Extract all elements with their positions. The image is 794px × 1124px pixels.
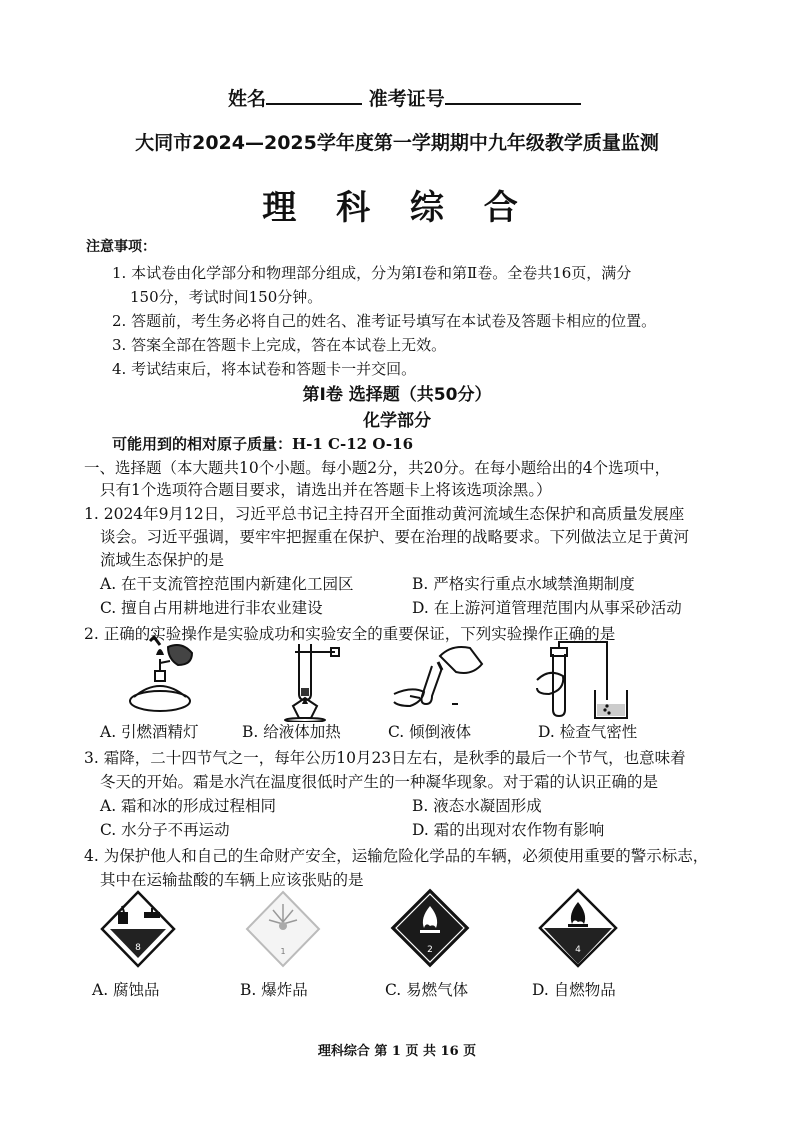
question-stem: 2. 正确的实验操作是实验成功和实验安全的重要保证，下列实验操作正确的是 <box>84 625 616 643</box>
pour-liquid-figure <box>392 636 492 720</box>
option-c: C. 擅自占用耕地进行非农业建设 <box>100 599 323 617</box>
notes-heading: 注意事项： <box>86 239 156 255</box>
option-b: B. 液态水凝固形成 <box>412 797 542 815</box>
option-b: B. 给液体加热 <box>242 723 341 741</box>
corrosive-sign-number: 8 <box>135 943 141 953</box>
note-item: 2. 答题前，考生务必将自己的姓名、准考证号填写在本试卷及答题卡相应的位置。 <box>112 312 657 330</box>
flammable-gas-sign-number: 2 <box>427 945 433 955</box>
option-a: A. 腐蚀品 <box>92 981 160 999</box>
note-item: 3. 答案全部在答题卡上完成，答在本试卷上无效。 <box>112 336 447 354</box>
airtight-check-figure <box>535 640 635 722</box>
option-d: D. 在上游河道管理范围内从事采砂活动 <box>412 599 682 617</box>
option-c: C. 易燃气体 <box>385 981 469 999</box>
question-stem: 4. 为保护他人和自己的生命财产安全，运输危险化学品的车辆，必须使用重要的警示标志， <box>84 847 709 865</box>
name-blank <box>266 85 362 105</box>
spontaneous-combustion-sign-icon <box>538 888 618 968</box>
option-d: D. 霜的出现对农作物有影响 <box>412 821 605 839</box>
option-a: A. 在干支流管控范围内新建化工园区 <box>100 575 354 593</box>
note-item: 150分，考试时间150分钟。 <box>130 288 323 306</box>
spontaneous-combustion-sign-number: 4 <box>575 945 581 955</box>
atomic-mass-line: 可能用到的相对原子质量：H-1 C-12 O-16 <box>112 435 414 453</box>
question-stem: 冬天的开始。霜是水汽在温度很低时产生的一种凝华现象。对于霜的认识正确的是 <box>100 773 659 791</box>
option-c: C. 水分子不再运动 <box>100 821 230 839</box>
option-a: A. 引燃酒精灯 <box>100 723 199 741</box>
question-stem: 3. 霜降，二十四节气之一，每年公历10月23日左右，是秋季的最后一个节气，也意味着 <box>84 749 686 767</box>
option-b: B. 严格实行重点水域禁渔期制度 <box>412 575 635 593</box>
question-stem: 流域生态保护的是 <box>100 551 225 569</box>
id-label: 准考证号 <box>368 88 445 110</box>
candidate-header <box>228 84 581 111</box>
subject-title: 理 科 综 合 <box>262 188 532 228</box>
note-item: 1. 本试卷由化学部分和物理部分组成，分为第Ⅰ卷和第Ⅱ卷。全卷共16页，满分 <box>112 264 632 282</box>
flammable-gas-sign-icon <box>390 888 470 968</box>
corrosive-sign-icon <box>100 890 176 968</box>
explosive-sign-number: 1 <box>280 947 286 956</box>
name-label: 姓名 <box>228 88 267 110</box>
note-item: 4. 考试结束后，将本试卷和答题卡一并交回。 <box>112 360 417 378</box>
part-title: 化学部分 <box>363 411 431 431</box>
explosive-sign-icon <box>245 890 321 968</box>
instructions-line: 一、选择题（本大题共10个小题。每小题2分，共20分。在每小题给出的4个选项中， <box>84 459 671 477</box>
option-a: A. 霜和冰的形成过程相同 <box>100 797 277 815</box>
option-c: C. 倾倒液体 <box>388 723 472 741</box>
exam-title: 大同市2024—2025学年度第一学期期中九年级教学质量监测 <box>135 132 659 154</box>
id-blank <box>445 85 581 105</box>
question-stem: 其中在运输盐酸的车辆上应该张贴的是 <box>100 871 364 889</box>
option-b: B. 爆炸品 <box>240 981 308 999</box>
liquid-heating-figure <box>265 640 345 722</box>
option-d: D. 自燃物品 <box>532 981 616 999</box>
instructions-line: 只有1个选项符合题目要求，请选出并在答题卡上将该选项涂黑。） <box>100 481 552 499</box>
page-footer: 理科综合 第 1 页 共 16 页 <box>317 1044 477 1059</box>
section-title: 第Ⅰ卷 选择题（共50分） <box>302 385 492 405</box>
alcohol-lamp-figure <box>120 635 210 717</box>
question-stem: 谈会。习近平强调，要牢牢把握重在保护、要在治理的战略要求。下列做法立足于黄河 <box>100 528 690 546</box>
option-d: D. 检查气密性 <box>538 723 638 741</box>
question-stem: 1. 2024年9月12日，习近平总书记主持召开全面推动黄河流域生态保护和高质量发展座 <box>84 505 685 523</box>
